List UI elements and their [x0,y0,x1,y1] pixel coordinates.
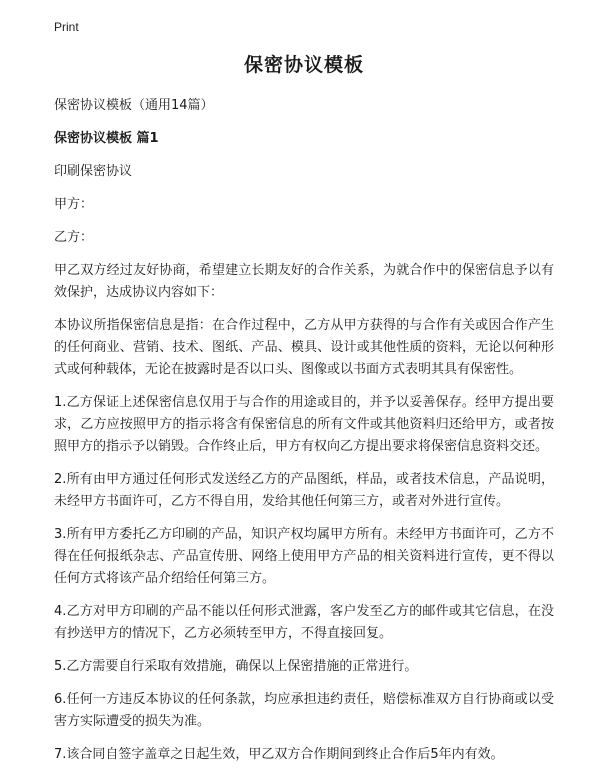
clause-1: 1.乙方保证上述保密信息仅用于与合作的用途或目的，并予以妥善保存。经甲方提出要求，乙方应按照甲方的指示将含有保密信息的所有文件或其他资料归还给甲方，或者按照甲方的指示予以销毁。合作终止后，甲方有权向乙方提出要求将保密信息资料交还。 [54,395,554,454]
document-title: 保密协议模板 [243,54,364,76]
clause-5: 5.乙方需要自行采取有效措施，确保以上保密措施的正常进行。 [54,659,418,674]
agreement-name: 印刷保密协议 [54,164,133,179]
document-body [54,50,554,777]
clause-3: 3.所有甲方委托乙方印刷的产品，知识产权均属甲方所有。未经甲方书面许可，乙方不得在任何报纸杂志、产品宣传册、网络上使用甲方产品的相关资料进行宣传，更不得以任何方式将该产品介绍给任何第三方。 [54,527,554,586]
clause-4: 4.乙方对甲方印刷的产品不能以任何形式泄露，客户发至乙方的邮件或其它信息，在没有抄送甲方的情况下，乙方必须转至甲方，不得直接回复。 [54,604,554,641]
document-subtitle: 保密协议模板（通用14篇） [54,98,214,113]
paragraph-intro: 甲乙双方经过友好协商，希望建立长期友好的合作关系，为就合作中的保密信息予以有效保护，达成协议内容如下： [54,263,554,300]
clause-6: 6.任何一方违反本协议的任何条款，均应承担违约责任，赔偿标准双方自行协商或以受害方实际遭受的损失为准。 [54,692,554,729]
print-link[interactable]: Print [54,20,79,34]
clause-7: 7.该合同自签字盖章之日起生效，甲乙双方合作期间到终止合作后5年内有效。 [54,747,504,762]
party-b-label: 乙方： [54,230,94,245]
party-a-label: 甲方： [54,197,94,212]
paragraph-definition: 本协议所指保密信息是指：在合作过程中，乙方从甲方获得的与合作有关或因合作产生的任何商业、营销、技术、图纸、产品、模具、设计或其他性质的资料，无论以何种形式或何种载体，无论在披露时是否以口头、图像或以书面方式表明其具有保密性。 [54,318,554,377]
section-heading: 保密协议模板 篇1 [54,131,159,146]
clause-2: 2.所有由甲方通过任何形式发送经乙方的产品图纸，样品，或者技术信息，产品说明，未经甲方书面许可，乙方不得自用，发给其他任何第三方，或者对外进行宣传。 [54,472,554,509]
